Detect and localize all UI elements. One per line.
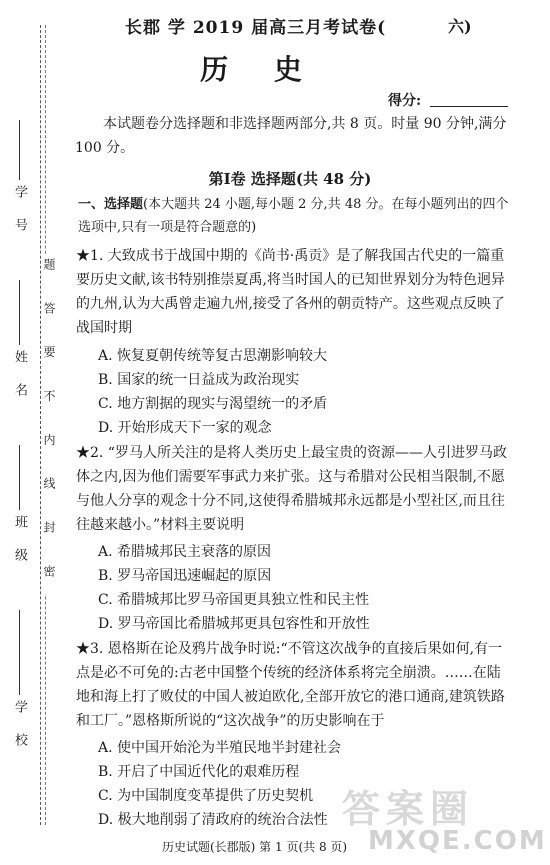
score-label: 得分: <box>388 93 422 109</box>
score-blank[interactable] <box>430 106 508 107</box>
intro-paragraph: 本试题卷分选择题和非选择题两部分,共 8 页。时量 90 分钟,满分 100 分。 <box>75 116 507 156</box>
margin-label-name: 姓 名 <box>12 350 27 405</box>
question-1-option-a[interactable]: A. 恢复夏朝传统等复古思潮影响较大 <box>98 348 328 364</box>
seal-line-text: 题 答 要 不 内 线 封 密 <box>42 255 55 594</box>
page-footer: 历史试题(长郡版) 第 1 页(共 8 页) <box>162 840 348 854</box>
question-1-stem: ★1. 大致成书于战国中期的《尚书·禹贡》是了解我国古代史的一篇重要历史文献,该书特别推崇夏禹,将当时国人的已知世界划分为特色迥异的九州,认为大禹曾走遍九州,接受了各州的朝贡特产。这些观点反映了战国时期 <box>76 248 505 336</box>
question-2-option-c[interactable]: C. 希腊城邦比罗马帝国更具独立性和民主性 <box>98 592 370 608</box>
margin-label-class: 班 级 <box>12 515 27 570</box>
school-blank[interactable] <box>19 610 20 695</box>
question-1-option-c[interactable]: C. 地方割据的现实与渴望统一的矛盾 <box>98 396 328 412</box>
student-id-blank[interactable] <box>19 120 20 180</box>
question-2-stem: ★2. “罗马人所关注的是将人类历史上最宝贵的资源——人引进罗马政体之内,因为他们需要军事武力来扩张。这与希腊对公民相当限制,不愿与他人分享的观念十分不同,这使得希腊城邦永远都是小型社区,而且往往越来越小。”材料主要说明 <box>76 445 507 533</box>
question-2-option-b[interactable]: B. 罗马帝国迅速崛起的原因 <box>98 568 272 584</box>
margin-label-school: 学 校 <box>12 700 27 755</box>
question-3-option-c[interactable]: C. 为中国制度变革提供了历史契机 <box>98 788 314 804</box>
watermark-logo: 答案圈 <box>342 787 475 831</box>
question-2-option-a[interactable]: A. 希腊城邦民主衰落的原因 <box>98 544 272 560</box>
section-title: 第Ⅰ卷 选择题(共 48 分) <box>208 170 372 188</box>
class-blank[interactable] <box>19 445 20 510</box>
section-instructions <box>78 193 513 239</box>
subject-title: 历 史 <box>200 53 320 86</box>
exam-title: 长郡 学 2019 届高三月考试卷( <box>125 18 387 38</box>
question-3-option-b[interactable]: B. 开启了中国近代化的艰难历程 <box>98 764 300 780</box>
exam-title-suffix: 六) <box>448 17 472 36</box>
question-1-option-d[interactable]: D. 开始形成天下一家的观念 <box>98 420 272 436</box>
instructions-heading: 一、选择题 <box>78 197 144 212</box>
watermark-url: MXQE.COM <box>368 826 547 856</box>
instructions-text: (本大题共 24 小题,每小题 2 分,共 48 分。在每小题列出的四个选项中,只有一项是符合题意的) <box>78 197 509 235</box>
question-3-option-d[interactable]: D. 极大地削弱了清政府的统治合法性 <box>98 812 328 828</box>
question-3-stem: ★3. 恩格斯在论及鸦片战争时说:“不管这次战争的直接后果如何,有一点是必不可免的:古老中国整个传统的经济体系将完全崩溃。……在陆地和海上打了败仗的中国人被迫欧化,全部开放它的港口通商,建筑铁路和工厂。”恩格斯所说的“这次战争”的历史影响在于 <box>76 641 505 729</box>
name-blank[interactable] <box>19 280 20 345</box>
margin-label-student-id: 学 号 <box>12 185 27 240</box>
binding-line <box>40 25 41 825</box>
question-2-option-d[interactable]: D. 罗马帝国比希腊城邦更具包容性和开放性 <box>98 616 370 632</box>
question-1-option-b[interactable]: B. 国家的统一日益成为政治现实 <box>98 372 300 388</box>
question-3-option-a[interactable]: A. 使中国开始沦为半殖民地半封建社会 <box>98 740 342 756</box>
